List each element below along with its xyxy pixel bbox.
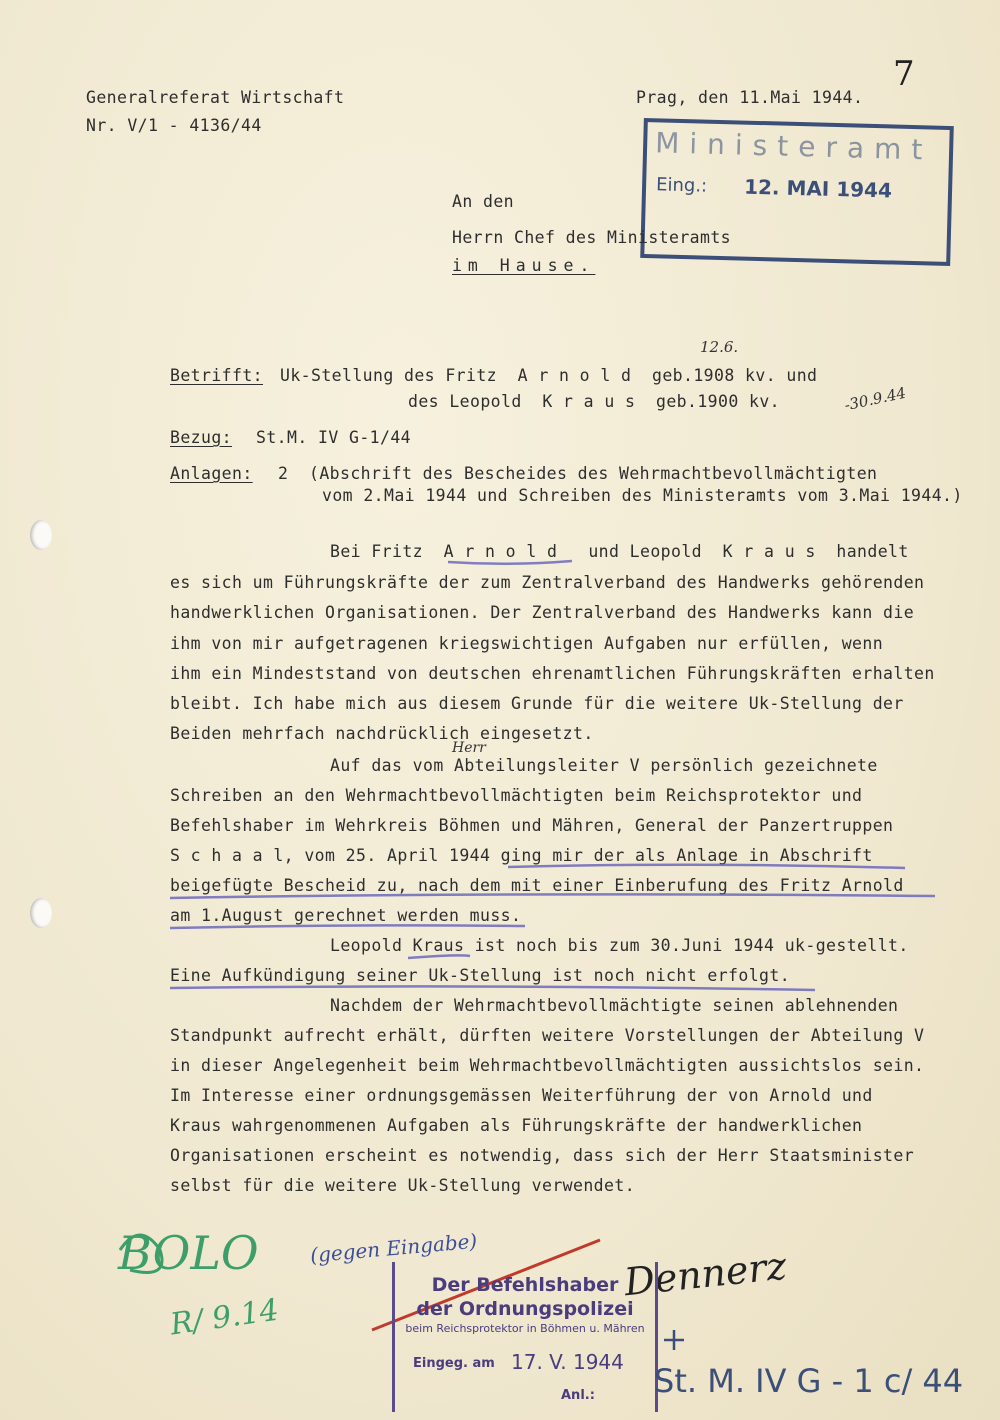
- body-line: Befehlshaber im Wehrkreis Böhmen und Mähren, General der Panzertruppen: [170, 816, 894, 835]
- police-stamp-line-2: der Ordnungspolizei: [416, 1298, 634, 1320]
- green-handwritten-note: BOLO: [118, 1226, 259, 1280]
- attachments-line-1: 2 (Abschrift des Bescheides des Wehrmachtbevollmächtigten: [278, 464, 878, 483]
- recipient-line-3: im Hause.: [452, 256, 596, 275]
- body-line: es sich um Führungskräfte der zum Zentralverband des Handwerks gehörenden: [170, 573, 925, 592]
- body-line: selbst für die weitere Uk-Stellung verwendet.: [170, 1176, 636, 1195]
- reference-value: St.M. IV G-1/44: [256, 428, 412, 447]
- handwritten-date-note: 12.6.: [700, 338, 739, 356]
- handwritten-date-note-2: -30.9.44: [842, 383, 908, 415]
- body-line: handwerklichen Organisationen. Der Zentralverband des Handwerks kann die: [170, 603, 915, 622]
- body-line: Beiden mehrfach nachdrücklich eingesetzt.: [170, 724, 594, 743]
- signature: Dennerz: [622, 1243, 789, 1305]
- page-number: 7: [893, 54, 915, 94]
- body-line: beigefügte Bescheid zu, nach dem mit einer Einberufung des Fritz Arnold: [170, 876, 904, 895]
- attachments-label: Anlagen:: [170, 464, 253, 483]
- body-line: Nachdem der Wehrmachtbevollmächtigte seinen ablehnenden: [330, 996, 899, 1015]
- body-line: Standpunkt aufrecht erhält, dürften weitere Vorstellungen der Abteilung V: [170, 1026, 925, 1045]
- subject-label: Betrifft:: [170, 366, 264, 385]
- body-line: bleibt. Ich habe mich aus diesem Grunde für die weitere Uk-Stellung der: [170, 694, 904, 713]
- body-line: Im Interesse einer ordnungsgemässen Weiterführung der von Arnold und: [170, 1086, 873, 1105]
- police-stamp-received-date: 17. V. 1944: [511, 1350, 624, 1374]
- subject-line-2: des Leopold K r a u s geb.1900 kv.: [408, 392, 781, 411]
- file-reference-stamp: St. M. IV G - 1 c/ 44: [654, 1362, 964, 1400]
- police-stamp-received-label: Eingeg. am: [413, 1356, 495, 1371]
- body-line: in dieser Angelegenheit beim Wehrmachtbevollmächtigten aussichtslos sein.: [170, 1056, 925, 1075]
- receipt-stamp-title: Ministeramt: [654, 126, 933, 167]
- handwritten-herr: Herr: [452, 740, 486, 756]
- police-stamp: [392, 1262, 658, 1412]
- body-line: ihm von mir aufgetragenen kriegswichtigen Aufgaben nur erfüllen, wenn: [170, 634, 884, 653]
- subject-line-1: Uk-Stellung des Fritz A r n o l d geb.1908 kv. und: [280, 366, 818, 385]
- police-stamp-line-3: beim Reichsprotektor in Böhmen u. Mähren: [405, 1322, 645, 1335]
- reference-label: Bezug:: [170, 428, 233, 447]
- body-line: Auf das vom Abteilungsleiter V persönlich gezeichnete: [330, 756, 878, 775]
- recipient-line-1: An den: [452, 192, 515, 211]
- recipient-line-2: Herrn Chef des Ministeramts: [452, 228, 732, 247]
- body-line: Schreiben an den Wehrmachtbevollmächtigten beim Reichsprotektor und: [170, 786, 863, 805]
- file-number: Nr. V/1 - 4136/44: [86, 116, 262, 135]
- body-line: Eine Aufkündigung seiner Uk-Stellung ist noch nicht erfolgt.: [170, 966, 791, 985]
- blue-handwritten-note: (gegen Eingabe): [309, 1228, 479, 1268]
- body-line: Organisationen erscheint es notwendig, dass sich der Herr Staatsminister: [170, 1146, 915, 1165]
- body-line: am 1.August gerechnet werden muss.: [170, 906, 522, 925]
- body-line: Bei Fritz A r n o l d und Leopold K r a u s handelt: [330, 542, 909, 561]
- body-line: Leopold Kraus ist noch bis zum 30.Juni 1944 uk-gestellt.: [330, 936, 909, 955]
- police-stamp-answer-label: Anl.:: [561, 1388, 595, 1403]
- body-line: S c h a a l, vom 25. April 1944 ging mir der als Anlage in Abschrift: [170, 846, 873, 865]
- sender-office: Generalreferat Wirtschaft: [86, 88, 345, 107]
- body-line: ihm ein Mindeststand von deutschen ehrenamtlichen Führungskräften erhalten: [170, 664, 935, 683]
- green-handwritten-note-2: R/ 9.14: [168, 1292, 281, 1343]
- receipt-stamp-date: 12. MAI 1944: [743, 174, 893, 203]
- receipt-stamp-label: Eing.:: [655, 174, 708, 197]
- attachments-line-2: vom 2.Mai 1944 und Schreiben des Ministeramts vom 3.Mai 1944.): [322, 486, 963, 505]
- body-line: Kraus wahrgenommenen Aufgaben als Führungskräfte der handwerklichen: [170, 1116, 863, 1135]
- police-stamp-line-1: Der Befehlshaber: [431, 1274, 619, 1296]
- place-date: Prag, den 11.Mai 1944.: [636, 88, 864, 107]
